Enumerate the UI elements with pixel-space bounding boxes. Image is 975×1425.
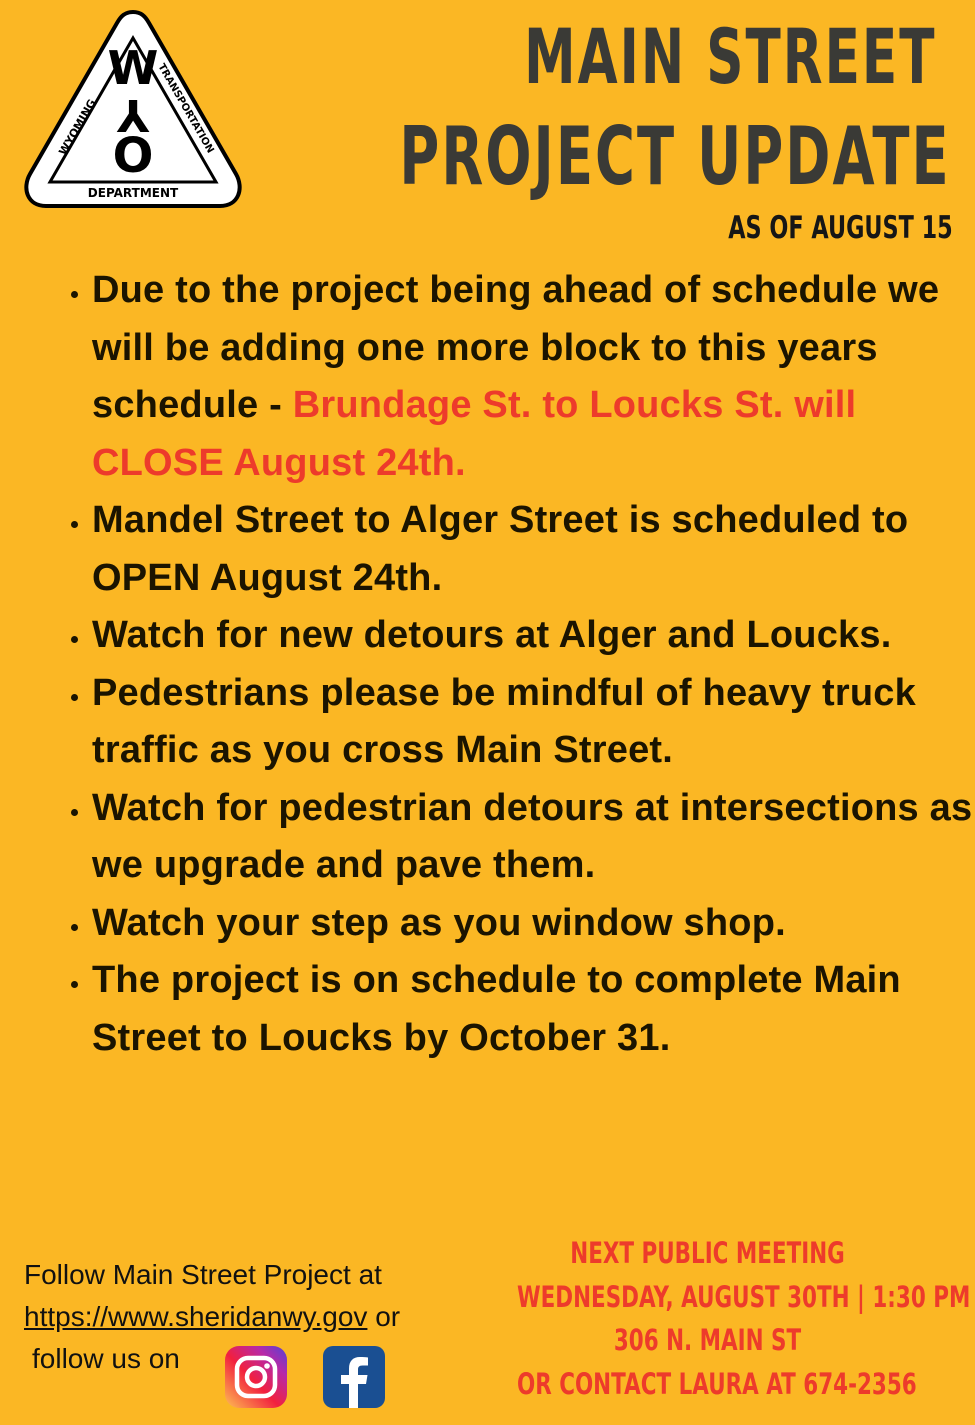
facebook-icon[interactable] <box>323 1346 385 1408</box>
meeting-info <box>450 1232 971 1406</box>
update-list <box>58 262 975 1067</box>
update-item-4: • Pedestrians please be mindful of heavy truck traffic as you cross Main Street. <box>92 665 975 780</box>
update-item-1-text: Due to the project being ahead of schedule we will be adding one more block to this years schedule - <box>92 269 940 426</box>
meeting-contact: OR CONTACT LAURA AT 674-2356 <box>516 1366 917 1401</box>
as-of-date: AS OF AUGUST 15 <box>728 210 953 246</box>
update-item-1 <box>92 262 975 492</box>
wydot-logo <box>20 6 246 216</box>
update-item-2: • Mandel Street to Alger Street is scheduled to OPEN August 24th. <box>92 492 975 607</box>
logo-transportation-text: TRANSPORTATION <box>155 62 216 156</box>
page-title-line-1: MAIN STREET <box>524 12 937 101</box>
logo-letter-o: O <box>112 128 154 184</box>
meeting-heading: NEXT PUBLIC MEETING <box>570 1236 845 1270</box>
update-item-1-highlight: Brundage St. to Loucks St. will CLOSE August 24th. <box>92 384 857 484</box>
update-item-3: • Watch for new detours at Alger and Loucks. <box>92 607 975 665</box>
update-item-6: • Watch your step as you window shop. <box>92 895 975 953</box>
follow-text: Follow Main Street Project at <box>24 1259 382 1290</box>
website-line <box>24 1296 464 1338</box>
follow-us-text: follow us on <box>32 1343 180 1374</box>
instagram-icon[interactable] <box>225 1346 287 1408</box>
or-text: or <box>367 1301 401 1332</box>
website-link[interactable]: https://www.sheridanwy.gov <box>24 1301 368 1332</box>
logo-letter-y: Y <box>117 89 149 140</box>
logo-letter-w: W <box>107 41 159 95</box>
meeting-datetime: WEDNESDAY, AUGUST 30TH | 1:30 PM <box>516 1279 971 1314</box>
meeting-address: 306 N. MAIN ST <box>613 1323 802 1357</box>
update-item-5: • Watch for pedestrian detours at intersections as we upgrade and pave them. <box>92 780 975 895</box>
page-title-line-2: PROJECT UPDATE <box>399 110 951 203</box>
update-item-7: • The project is on schedule to complete Main Street to Loucks by October 31. <box>92 952 975 1067</box>
logo-department-text: DEPARTMENT <box>87 186 179 200</box>
logo-wyoming-text: WYOMING <box>56 97 99 158</box>
